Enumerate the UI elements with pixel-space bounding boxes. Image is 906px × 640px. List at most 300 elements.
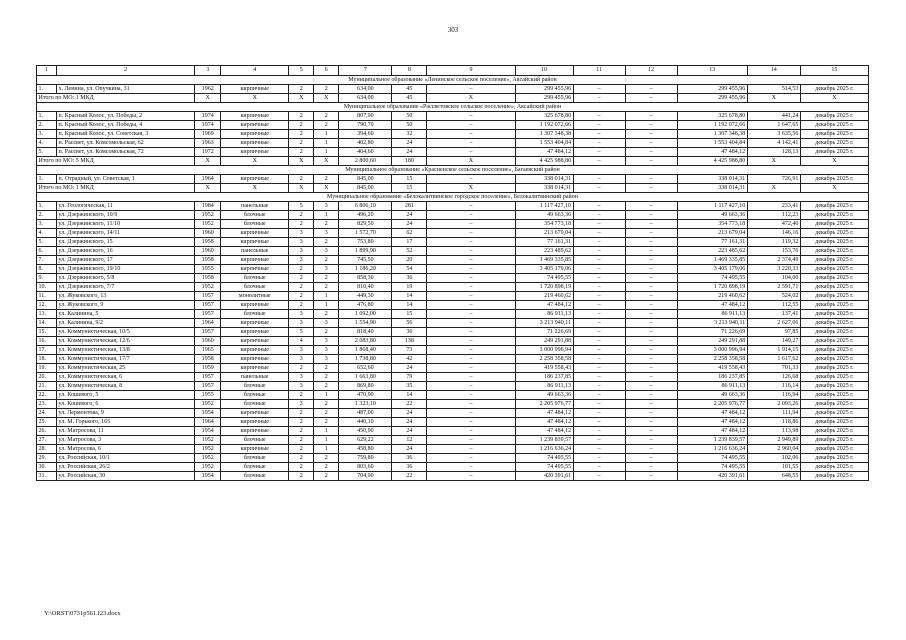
- table-cell: 47 484,12: [515, 301, 573, 310]
- table-cell: 1: [314, 391, 339, 400]
- table-cell: ул. Дзержинского, 14/11: [57, 229, 195, 238]
- table-cell: 420 391,61: [677, 472, 747, 481]
- table-cell: 13.: [37, 310, 57, 319]
- table-cell: 1952: [195, 211, 221, 220]
- table-cell: –: [625, 301, 677, 310]
- table-cell: 138: [392, 337, 427, 346]
- table-cell: –: [625, 175, 677, 184]
- table-cell: ул. Дзержинского, 11/10: [57, 220, 195, 229]
- table-cell: блочные: [221, 283, 289, 292]
- table-cell: –: [625, 85, 677, 94]
- table-cell: 213 679,04: [677, 229, 747, 238]
- table-cell: 3: [289, 319, 314, 328]
- table-cell: 1964: [195, 175, 221, 184]
- table-cell: –: [427, 121, 515, 130]
- table-cell: 3.: [37, 220, 57, 229]
- table-cell: блочные: [221, 400, 289, 409]
- table-cell: 86 911,13: [515, 382, 573, 391]
- table-cell: декабрь 2025 г.: [800, 220, 868, 229]
- table-cell: –: [625, 139, 677, 148]
- table-cell: ул. Дзержинского, 5/8: [57, 274, 195, 283]
- table-cell: кирпичные: [221, 346, 289, 355]
- table-cell: –: [427, 202, 515, 211]
- table-cell: 1: [314, 427, 339, 436]
- table-cell: 1 117 427,10: [677, 202, 747, 211]
- table-row: [37, 436, 869, 445]
- table-cell: 394,60: [339, 130, 392, 139]
- table-cell: –: [625, 364, 677, 373]
- table-cell: –: [427, 391, 515, 400]
- table-cell: 153,76: [747, 247, 800, 256]
- table-cell: 49 663,36: [515, 211, 573, 220]
- table-cell: –: [625, 211, 677, 220]
- table-cell: 1962: [195, 85, 221, 94]
- table-cell: 3: [289, 310, 314, 319]
- table-cell: 1957: [195, 382, 221, 391]
- table-cell: декабрь 2025 г.: [800, 265, 868, 274]
- table-cell: 2: [289, 211, 314, 220]
- table-cell: ул. Лермонтова, 9: [57, 409, 195, 418]
- table-cell: 12: [392, 436, 427, 445]
- table-cell: ул. Жуковского, 13: [57, 292, 195, 301]
- table-cell: 1952: [195, 454, 221, 463]
- table-cell: п. Рассвет, ул. Комсомольская, 72: [57, 148, 195, 157]
- table-cell: блочные: [221, 436, 289, 445]
- table-cell: 2: [314, 121, 339, 130]
- total-cell: 2 800,60: [339, 157, 392, 166]
- table-cell: декабрь 2025 г.: [800, 319, 868, 328]
- table-cell: –: [573, 211, 625, 220]
- table-cell: –: [625, 445, 677, 454]
- total-cell: X: [427, 157, 515, 166]
- table-cell: 1957: [195, 310, 221, 319]
- table-cell: –: [573, 175, 625, 184]
- table-cell: 3: [314, 265, 339, 274]
- table-cell: ул. М. Горького, 165: [57, 418, 195, 427]
- table-row: [37, 445, 869, 454]
- table-cell: 1 216 636,24: [515, 445, 573, 454]
- table-cell: 759,80: [339, 454, 392, 463]
- table-cell: –: [573, 265, 625, 274]
- table-row: [37, 463, 869, 472]
- table-cell: 450,90: [339, 427, 392, 436]
- table-cell: 3: [289, 346, 314, 355]
- table-cell: 17: [392, 238, 427, 247]
- table-cell: 25.: [37, 418, 57, 427]
- table-cell: 71 226,69: [677, 328, 747, 337]
- total-label: Итого по МО: 1 МКД: [37, 94, 195, 103]
- table-cell: 186 237,85: [677, 373, 747, 382]
- total-cell: X: [195, 94, 221, 103]
- table-cell: –: [427, 337, 515, 346]
- table-cell: 24: [392, 427, 427, 436]
- table-cell: ул. Дзержинского, 17: [57, 256, 195, 265]
- table-cell: ул. Дзержинского, 19/10: [57, 265, 195, 274]
- table-row: [37, 409, 869, 418]
- table-cell: 1 192 072,66: [515, 121, 573, 130]
- total-cell: X: [195, 184, 221, 193]
- table-cell: 1960: [195, 247, 221, 256]
- table-cell: –: [625, 112, 677, 121]
- table-cell: –: [573, 229, 625, 238]
- table-cell: 2: [289, 130, 314, 139]
- table-cell: 249 291,88: [677, 337, 747, 346]
- table-cell: 1 469 335,85: [515, 256, 573, 265]
- header-cell: 1: [37, 66, 57, 76]
- table-cell: 18.: [37, 355, 57, 364]
- table-cell: ул. Коммунистическая, 25: [57, 364, 195, 373]
- table-cell: 3: [314, 355, 339, 364]
- table-cell: –: [427, 355, 515, 364]
- table-cell: п. Красный Колос, ул. Победы, 4: [57, 121, 195, 130]
- total-cell: X: [800, 94, 868, 103]
- table-row: [37, 85, 869, 94]
- table-cell: декабрь 2025 г.: [800, 400, 868, 409]
- total-cell: 4 425 988,80: [677, 157, 747, 166]
- header-cell: 7: [339, 66, 392, 76]
- table-cell: 86 911,13: [677, 310, 747, 319]
- table-row: [37, 472, 869, 481]
- table-cell: кирпичные: [221, 319, 289, 328]
- table-cell: –: [625, 238, 677, 247]
- table-cell: ул. Коммунистическая, 17/7: [57, 355, 195, 364]
- table-cell: –: [625, 319, 677, 328]
- table-cell: 30.: [37, 463, 57, 472]
- table-cell: 219 460,62: [677, 292, 747, 301]
- table-cell: –: [573, 112, 625, 121]
- table-cell: 233,41: [747, 202, 800, 211]
- table-cell: –: [625, 256, 677, 265]
- table-cell: –: [573, 139, 625, 148]
- table-cell: 1955: [195, 391, 221, 400]
- table-cell: декабрь 2025 г.: [800, 355, 868, 364]
- table-cell: 3: [289, 256, 314, 265]
- table-cell: –: [573, 463, 625, 472]
- table-cell: –: [427, 130, 515, 139]
- table-cell: 102,06: [747, 454, 800, 463]
- table-cell: 1958: [195, 274, 221, 283]
- register-table: [36, 65, 869, 481]
- table-cell: –: [625, 202, 677, 211]
- table-cell: 49 663,36: [515, 391, 573, 400]
- table-cell: 74 495,55: [515, 454, 573, 463]
- table-cell: 338 014,31: [677, 175, 747, 184]
- table-cell: –: [573, 148, 625, 157]
- table-cell: 1958: [195, 355, 221, 364]
- table-cell: –: [573, 310, 625, 319]
- table-cell: декабрь 2025 г.: [800, 454, 868, 463]
- table-cell: 3: [289, 382, 314, 391]
- table-cell: 2: [289, 220, 314, 229]
- table-cell: 1 239 839,57: [677, 436, 747, 445]
- table-cell: 104,00: [747, 274, 800, 283]
- table-cell: –: [427, 310, 515, 319]
- table-cell: 14.: [37, 319, 57, 328]
- table-cell: 24: [392, 409, 427, 418]
- header-cell: 9: [427, 66, 515, 76]
- table-cell: 219 460,62: [515, 292, 573, 301]
- table-cell: –: [625, 391, 677, 400]
- table-cell: ул. Калинина, 9/2: [57, 319, 195, 328]
- table-cell: 726,91: [747, 175, 800, 184]
- total-cell: 338 014,31: [515, 184, 573, 193]
- table-cell: 31.: [37, 472, 57, 481]
- table-cell: 404,60: [339, 148, 392, 157]
- table-cell: 1 738,80: [339, 355, 392, 364]
- table-cell: 24: [392, 211, 427, 220]
- table-row: [37, 319, 869, 328]
- total-cell: X: [221, 94, 289, 103]
- header-cell: 5: [289, 66, 314, 76]
- table-cell: ул. Калинина, 5: [57, 310, 195, 319]
- table-cell: 1955: [195, 265, 221, 274]
- table-cell: декабрь 2025 г.: [800, 436, 868, 445]
- total-cell: –: [625, 184, 677, 193]
- table-cell: кирпичные: [221, 328, 289, 337]
- table-cell: –: [427, 418, 515, 427]
- table-cell: –: [427, 319, 515, 328]
- table-cell: –: [573, 130, 625, 139]
- table-cell: 2 258 358,58: [515, 355, 573, 364]
- table-cell: 1 663,80: [339, 373, 392, 382]
- table-cell: –: [427, 211, 515, 220]
- table-cell: –: [427, 328, 515, 337]
- total-cell: 45: [392, 94, 427, 103]
- table-cell: 47 484,12: [515, 148, 573, 157]
- table-cell: 3: [289, 373, 314, 382]
- table-cell: 47 484,12: [677, 427, 747, 436]
- header-cell: 4: [221, 66, 289, 76]
- table-cell: 1952: [195, 436, 221, 445]
- table-cell: п. Красный Колос, ул. Победы, 2: [57, 112, 195, 121]
- section-title: Муниципальное образование «Белокалитвинское городское поселение», Белокалитвинский район: [37, 193, 869, 202]
- table-cell: 402,80: [339, 139, 392, 148]
- table-cell: 71 226,69: [515, 328, 573, 337]
- table-cell: 281: [392, 202, 427, 211]
- table-cell: блочные: [221, 274, 289, 283]
- table-cell: –: [625, 310, 677, 319]
- header-cell: 6: [314, 66, 339, 76]
- table-cell: 2: [314, 175, 339, 184]
- table-cell: 1972: [195, 148, 221, 157]
- table-row: [37, 130, 869, 139]
- table-cell: 79: [392, 373, 427, 382]
- total-row: [37, 157, 869, 166]
- table-cell: 354 773,18: [677, 220, 747, 229]
- table-cell: 1952: [195, 400, 221, 409]
- table-cell: 15.: [37, 328, 57, 337]
- header-cell: 3: [195, 66, 221, 76]
- table-row: [37, 337, 869, 346]
- table-cell: 470,90: [339, 391, 392, 400]
- table-cell: декабрь 2025 г.: [800, 427, 868, 436]
- table-cell: 2: [289, 175, 314, 184]
- table-cell: 629,22: [339, 436, 392, 445]
- table-row: [37, 310, 869, 319]
- table-cell: 2: [314, 283, 339, 292]
- table-cell: 1: [314, 292, 339, 301]
- table-cell: –: [427, 400, 515, 409]
- table-cell: 648,55: [747, 472, 800, 481]
- table-cell: 3: [289, 247, 314, 256]
- table-cell: 1 617,62: [747, 355, 800, 364]
- table-cell: 2: [289, 85, 314, 94]
- table-cell: –: [573, 436, 625, 445]
- table-cell: кирпичные: [221, 112, 289, 121]
- table-cell: блочные: [221, 454, 289, 463]
- table-cell: 14: [392, 301, 427, 310]
- total-cell: X: [314, 157, 339, 166]
- header-cell: 8: [392, 66, 427, 76]
- table-cell: ул. Геологическая, 11: [57, 202, 195, 211]
- table-cell: 116,14: [747, 382, 800, 391]
- table-cell: –: [573, 121, 625, 130]
- table-cell: 1954: [195, 409, 221, 418]
- table-cell: 74 495,55: [515, 463, 573, 472]
- table-cell: –: [573, 382, 625, 391]
- table-cell: 3.: [37, 130, 57, 139]
- table-row: [37, 202, 869, 211]
- table-cell: –: [625, 247, 677, 256]
- table-cell: 2: [289, 427, 314, 436]
- table-cell: –: [427, 454, 515, 463]
- table-cell: –: [573, 337, 625, 346]
- table-cell: 1.: [37, 112, 57, 121]
- table-cell: декабрь 2025 г.: [800, 463, 868, 472]
- table-cell: 2 591,71: [747, 283, 800, 292]
- table-cell: 2: [314, 85, 339, 94]
- table-row: [37, 283, 869, 292]
- table-cell: –: [573, 319, 625, 328]
- table-cell: 3: [289, 400, 314, 409]
- table-cell: 1: [314, 436, 339, 445]
- table-cell: 790,70: [339, 121, 392, 130]
- table-cell: –: [573, 292, 625, 301]
- table-cell: декабрь 2025 г.: [800, 85, 868, 94]
- table-cell: 1 647,65: [747, 121, 800, 130]
- table-cell: –: [427, 373, 515, 382]
- section-title-row: [37, 193, 869, 202]
- header-cell: 12: [625, 66, 677, 76]
- table-cell: 73: [392, 346, 427, 355]
- table-cell: 1960: [195, 229, 221, 238]
- total-cell: X: [289, 157, 314, 166]
- table-cell: –: [573, 301, 625, 310]
- table-cell: 47 484,12: [677, 301, 747, 310]
- table-cell: 2: [289, 463, 314, 472]
- table-cell: ул. Коммунистическая, 10/5: [57, 328, 195, 337]
- table-cell: кирпичные: [221, 148, 289, 157]
- table-cell: ул. Коммунистическая, 6: [57, 373, 195, 382]
- table-cell: панельные: [221, 247, 289, 256]
- table-cell: ул. Жуковского, 9: [57, 301, 195, 310]
- table-row: [37, 121, 869, 130]
- table-cell: 1: [314, 445, 339, 454]
- table-cell: 47 484,12: [677, 409, 747, 418]
- total-cell: X: [314, 94, 339, 103]
- table-cell: декабрь 2025 г.: [800, 418, 868, 427]
- table-row: [37, 418, 869, 427]
- table-cell: –: [625, 337, 677, 346]
- table-cell: –: [625, 373, 677, 382]
- table-cell: –: [427, 175, 515, 184]
- table-cell: 8.: [37, 265, 57, 274]
- total-cell: 338 014,31: [677, 184, 747, 193]
- table-cell: 338 014,31: [515, 175, 573, 184]
- table-cell: ул. Коммунистическая, 8: [57, 382, 195, 391]
- table-cell: 36: [392, 328, 427, 337]
- table-cell: 1957: [195, 328, 221, 337]
- table-cell: 36: [392, 274, 427, 283]
- table-cell: –: [573, 328, 625, 337]
- table-cell: 50: [392, 112, 427, 121]
- table-row: [37, 211, 869, 220]
- table-cell: 126,68: [747, 373, 800, 382]
- table-cell: –: [625, 409, 677, 418]
- table-cell: –: [625, 328, 677, 337]
- table-cell: 3 000 996,94: [677, 346, 747, 355]
- table-cell: 1964: [195, 418, 221, 427]
- section-title-row: [37, 103, 869, 112]
- file-path-footer: Y:\ORST\0731p561.f23.docx: [44, 610, 121, 617]
- table-cell: 2: [289, 139, 314, 148]
- table-cell: 35: [392, 382, 427, 391]
- table-cell: 2: [289, 418, 314, 427]
- total-cell: 15: [392, 184, 427, 193]
- table-cell: 1 553 404,84: [677, 139, 747, 148]
- total-cell: X: [427, 184, 515, 193]
- table-cell: –: [427, 472, 515, 481]
- table-cell: 2: [314, 328, 339, 337]
- table-cell: 22: [392, 400, 427, 409]
- table-row: [37, 139, 869, 148]
- table-cell: 146,16: [747, 229, 800, 238]
- table-cell: 5: [289, 202, 314, 211]
- table-cell: 36: [392, 454, 427, 463]
- table-cell: 1952: [195, 220, 221, 229]
- table-cell: 1 469 335,85: [677, 256, 747, 265]
- table-cell: 2: [289, 445, 314, 454]
- table-cell: 1 186,20: [339, 265, 392, 274]
- table-cell: 47 484,12: [515, 427, 573, 436]
- table-cell: 20: [392, 256, 427, 265]
- table-cell: 3: [314, 319, 339, 328]
- table-cell: декабрь 2025 г.: [800, 139, 868, 148]
- table-cell: 419 558,43: [515, 364, 573, 373]
- table-cell: блочные: [221, 211, 289, 220]
- table-cell: декабрь 2025 г.: [800, 112, 868, 121]
- table-cell: блочные: [221, 310, 289, 319]
- table-cell: 325 678,80: [677, 112, 747, 121]
- table-cell: панельные: [221, 202, 289, 211]
- table-cell: 1957: [195, 292, 221, 301]
- table-cell: –: [625, 355, 677, 364]
- table-cell: –: [427, 346, 515, 355]
- table-cell: 97,85: [747, 328, 800, 337]
- table-cell: 524,02: [747, 292, 800, 301]
- table-cell: 2: [314, 310, 339, 319]
- table-cell: декабрь 2025 г.: [800, 256, 868, 265]
- table-cell: 2: [289, 454, 314, 463]
- table-cell: 86 911,13: [515, 310, 573, 319]
- table-row: [37, 112, 869, 121]
- table-cell: 1.: [37, 175, 57, 184]
- table-cell: 47 484,12: [515, 409, 573, 418]
- table-row: [37, 247, 869, 256]
- table-row: [37, 229, 869, 238]
- table-cell: ул. Коммунистическая, 13/8: [57, 346, 195, 355]
- section-title-row: [37, 166, 869, 175]
